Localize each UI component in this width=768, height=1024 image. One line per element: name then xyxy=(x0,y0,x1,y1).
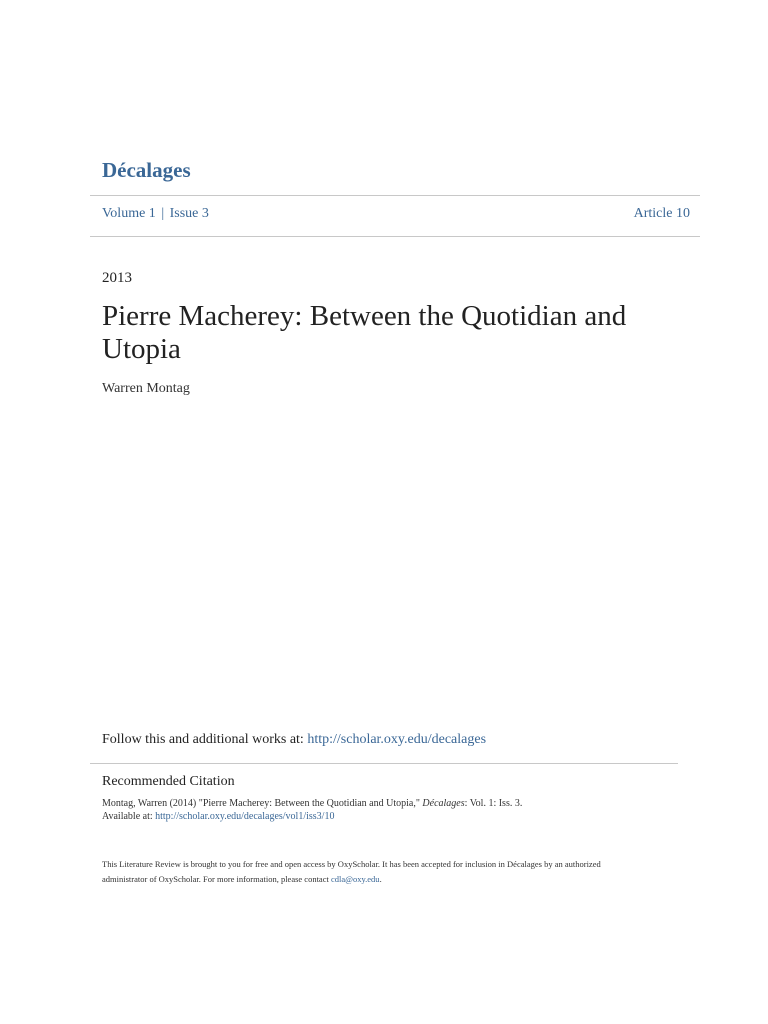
citation-journal: Décalages xyxy=(422,798,465,809)
contact-email-link[interactable]: cdla@oxy.edu xyxy=(330,874,380,884)
header-top-rule xyxy=(90,195,700,196)
publication-year: 2013 xyxy=(102,270,132,286)
article-number-link[interactable]: Article 10 xyxy=(633,206,690,221)
author-name: Warren Montag xyxy=(102,381,190,396)
article-title: Pierre Macherey: Between the Quotidian and Utopia xyxy=(102,300,627,365)
citation-heading: Recommended Citation xyxy=(102,774,235,789)
citation-prefix: Montag, Warren (2014) "Pierre Macherey: Between the Quotidian and Utopia," xyxy=(102,798,423,809)
follow-url-link[interactable]: http://scholar.oxy.edu/decalages xyxy=(307,732,487,747)
access-notice xyxy=(102,857,702,887)
journal-title-link[interactable]: Décalages xyxy=(102,158,191,182)
volume-issue xyxy=(102,206,209,222)
notice-line-2 xyxy=(102,872,702,887)
citation-line xyxy=(102,797,522,810)
available-label: Available at: xyxy=(102,811,156,822)
notice-suffix: . xyxy=(379,874,382,884)
header-bottom-rule xyxy=(90,236,700,237)
citation-suffix: : Vol. 1: Iss. 3. xyxy=(464,798,523,809)
available-url-link[interactable]: http://scholar.oxy.edu/decalages/vol1/iss3/10 xyxy=(155,811,335,822)
citation-rule xyxy=(90,763,678,764)
citation-text xyxy=(102,797,522,823)
notice-line-1: This Literature Review is brought to you for free and open access by OxyScholar. It has been accepted for inclusion in Décalages by an authorized xyxy=(102,859,601,869)
volume-link[interactable]: Volume 1 xyxy=(102,206,156,221)
follow-text: Follow this and additional works at: xyxy=(102,732,308,747)
available-line xyxy=(102,810,522,823)
issue-link[interactable]: Issue 3 xyxy=(169,206,209,221)
volume-issue-separator: | xyxy=(161,206,165,221)
notice-prefix: administrator of OxyScholar. For more information, please contact xyxy=(102,874,331,884)
follow-line xyxy=(102,732,486,748)
